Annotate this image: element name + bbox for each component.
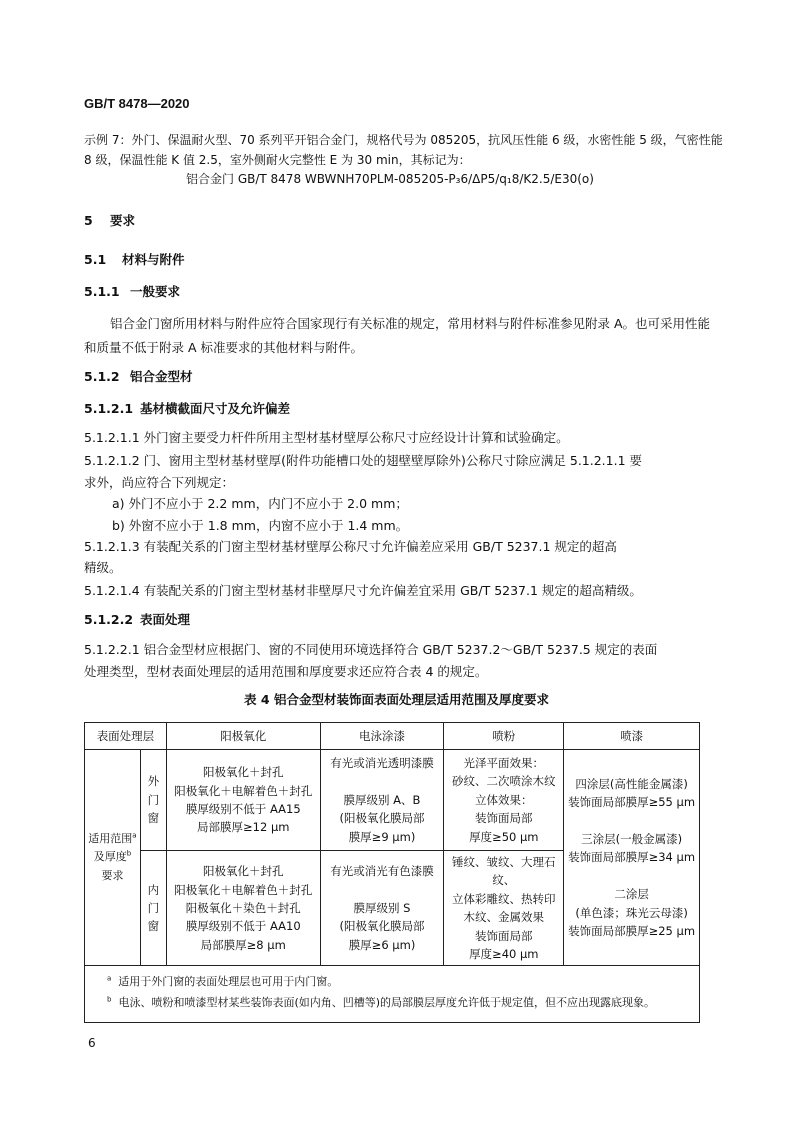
section-5-1-heading [84, 250, 185, 269]
row-label-line-2: 及厚度 [93, 850, 127, 864]
header-cell: 阳极氧化 [166, 723, 320, 750]
example-line-2: 8 级，保温性能 K 值 2.5，室外侧耐火完整性 E 为 30 min，其标记为： [84, 153, 471, 167]
table-cell: 阳极氧化＋封孔 阳极氧化＋电解着色＋封孔 阳极氧化＋染色＋封孔 膜厚级别不低于 AA10 局部膜厚≥8 μm [166, 851, 320, 966]
section-5-1-1-text: 铝合金门窗所用材料与附件应符合国家现行有关标准的规定，常用材料与附件标准参见附录 A。也可采用性能和质量不低于附录 A 标准要求的其他材料与附件。 [84, 316, 711, 355]
standard-number: GB/T 8478—2020 [84, 96, 190, 111]
example-line-1: 示例 7：外门、保温耐火型、70 系列平开铝合金门，规格代号为 085205，抗风压性能 6 级，水密性能 5 级，气密性能 [84, 133, 723, 147]
section-number: 5.1.1 [84, 284, 120, 299]
section-title: 一般要求 [130, 284, 181, 299]
row-label-line-3: 要求 [101, 869, 124, 883]
inner-door-window-label: 内 门 窗 [140, 851, 166, 966]
table-cell: 有光或消光有色漆膜 膜厚级别 S (阳极氧化膜局部 膜厚≥6 μm) [320, 851, 444, 966]
footnote-marker: a [132, 830, 137, 839]
header-cell: 喷漆 [564, 723, 700, 750]
section-number: 5.1.2.2 [84, 612, 134, 627]
surface-treatment-table [84, 722, 700, 1023]
header-cell: 电泳涂漆 [320, 723, 444, 750]
table-cell: 锤纹、皱纹、大理石纹、 立体彩雕纹、热转印 木纹、金属效果 装饰面局部 厚度≥40 μm [444, 851, 564, 966]
table-cell-paint: 四涂层(高性能金属漆) 装饰面局部膜厚≥55 μm 三涂层(一般金属漆) 装饰面局部膜厚≥34 μm 二涂层 (单色漆；珠光云母漆) 装饰面局部膜厚≥25 μm [564, 750, 700, 966]
row-group-label [85, 750, 141, 966]
table-title: 表 4 铝合金型材装饰面表面处理层适用范围及厚度要求 [244, 692, 549, 707]
clause-5-1-2-1-3-line-1: 5.1.2.1.3 有装配关系的门窗主型材基材壁厚公称尺寸允许偏差应采用 GB/T 5237.1 规定的超高 [84, 539, 617, 554]
note-a [107, 972, 691, 993]
clause-5-1-2-1-3-line-2: 精级。 [84, 560, 122, 575]
header-cell: 表面处理层 [85, 723, 167, 750]
section-5-1-2-1-heading [84, 399, 290, 418]
section-title: 材料与附件 [122, 252, 185, 267]
table-cell: 有光或消光透明漆膜 膜厚级别 A、B (阳极氧化膜局部 膜厚≥9 μm) [320, 750, 444, 851]
note-text: 适用于外门窗的表面处理层也可用于内门窗。 [118, 975, 339, 989]
clause-5-1-2-1-2-line-2: 求外，尚应符合下列规定： [84, 475, 235, 490]
header-cell: 喷粉 [444, 723, 564, 750]
section-5-1-2-2-heading [84, 610, 190, 629]
note-b [107, 993, 691, 1014]
clause-5-1-2-2-1-line-1: 5.1.2.2.1 铝合金型材应根据门、窗的不同使用环境选择符合 GB/T 5237.2～GB/T 5237.5 规定的表面 [84, 642, 658, 657]
footnote-marker: b [107, 995, 112, 1004]
list-item-a: a) 外门不应小于 2.2 mm，内门不应小于 2.0 mm； [112, 496, 408, 511]
section-5-1-1-heading [84, 282, 180, 301]
section-number: 5.1 [84, 252, 107, 267]
section-title: 表面处理 [140, 612, 191, 627]
row-label-line-1: 适用范围 [88, 831, 133, 845]
section-title: 要求 [110, 213, 136, 228]
section-title: 基材横截面尺寸及允许偏差 [140, 401, 291, 416]
table-cell: 阳极氧化＋封孔 阳极氧化＋电解着色＋封孔 膜厚级别不低于 AA15 局部膜厚≥12 μm [166, 750, 320, 851]
footnote-marker: b [126, 849, 132, 858]
section-5-heading [84, 211, 135, 230]
table-notes [85, 966, 700, 1023]
section-number: 5.1.2 [84, 369, 120, 384]
table-cell: 光泽平面效果： 砂纹、二次喷涂木纹 立体效果： 装饰面局部 厚度≥50 μm [444, 750, 564, 851]
table-row-outer [85, 750, 700, 851]
table-notes-row [85, 966, 700, 1023]
section-number: 5 [84, 213, 93, 228]
note-text: 电泳、喷粉和喷漆型材某些装饰表面(如内角、凹槽等)的局部膜层厚度允许低于规定值，但不应出现露底现象。 [118, 996, 656, 1010]
outer-door-window-label: 外 门 窗 [140, 750, 166, 851]
clause-5-1-2-1-1: 5.1.2.1.1 外门窗主要受力杆件所用主型材基材壁厚公称尺寸应经设计计算和试验确定。 [84, 430, 569, 445]
page-number: 6 [88, 1036, 96, 1050]
example-marking: 铝合金门 GB/T 8478 WBWNH70PLM-085205-P₃6/ΔP5/q₁8/K2.5/E30(o) [186, 172, 594, 186]
section-title: 铝合金型材 [130, 369, 193, 384]
clause-5-1-2-2-1-line-2: 处理类型，型材表面处理层的适用范围和厚度要求还应符合表 4 的规定。 [84, 664, 488, 679]
list-item-b: b) 外窗不应小于 1.8 mm，内窗不应小于 1.4 mm。 [112, 518, 409, 533]
table-header-row [85, 723, 700, 750]
clause-5-1-2-1-2-line-1: 5.1.2.1.2 门、窗用主型材基材壁厚(附件功能槽口处的翅壁壁厚除外)公称尺寸除应满足 5.1.2.1.1 要 [84, 453, 642, 468]
clause-5-1-2-1-4: 5.1.2.1.4 有装配关系的门窗主型材基材非壁厚尺寸允许偏差宜采用 GB/T 5237.1 规定的超高精级。 [84, 583, 642, 598]
section-5-1-2-heading [84, 367, 193, 386]
section-number: 5.1.2.1 [84, 401, 134, 416]
footnote-marker: a [107, 974, 112, 983]
